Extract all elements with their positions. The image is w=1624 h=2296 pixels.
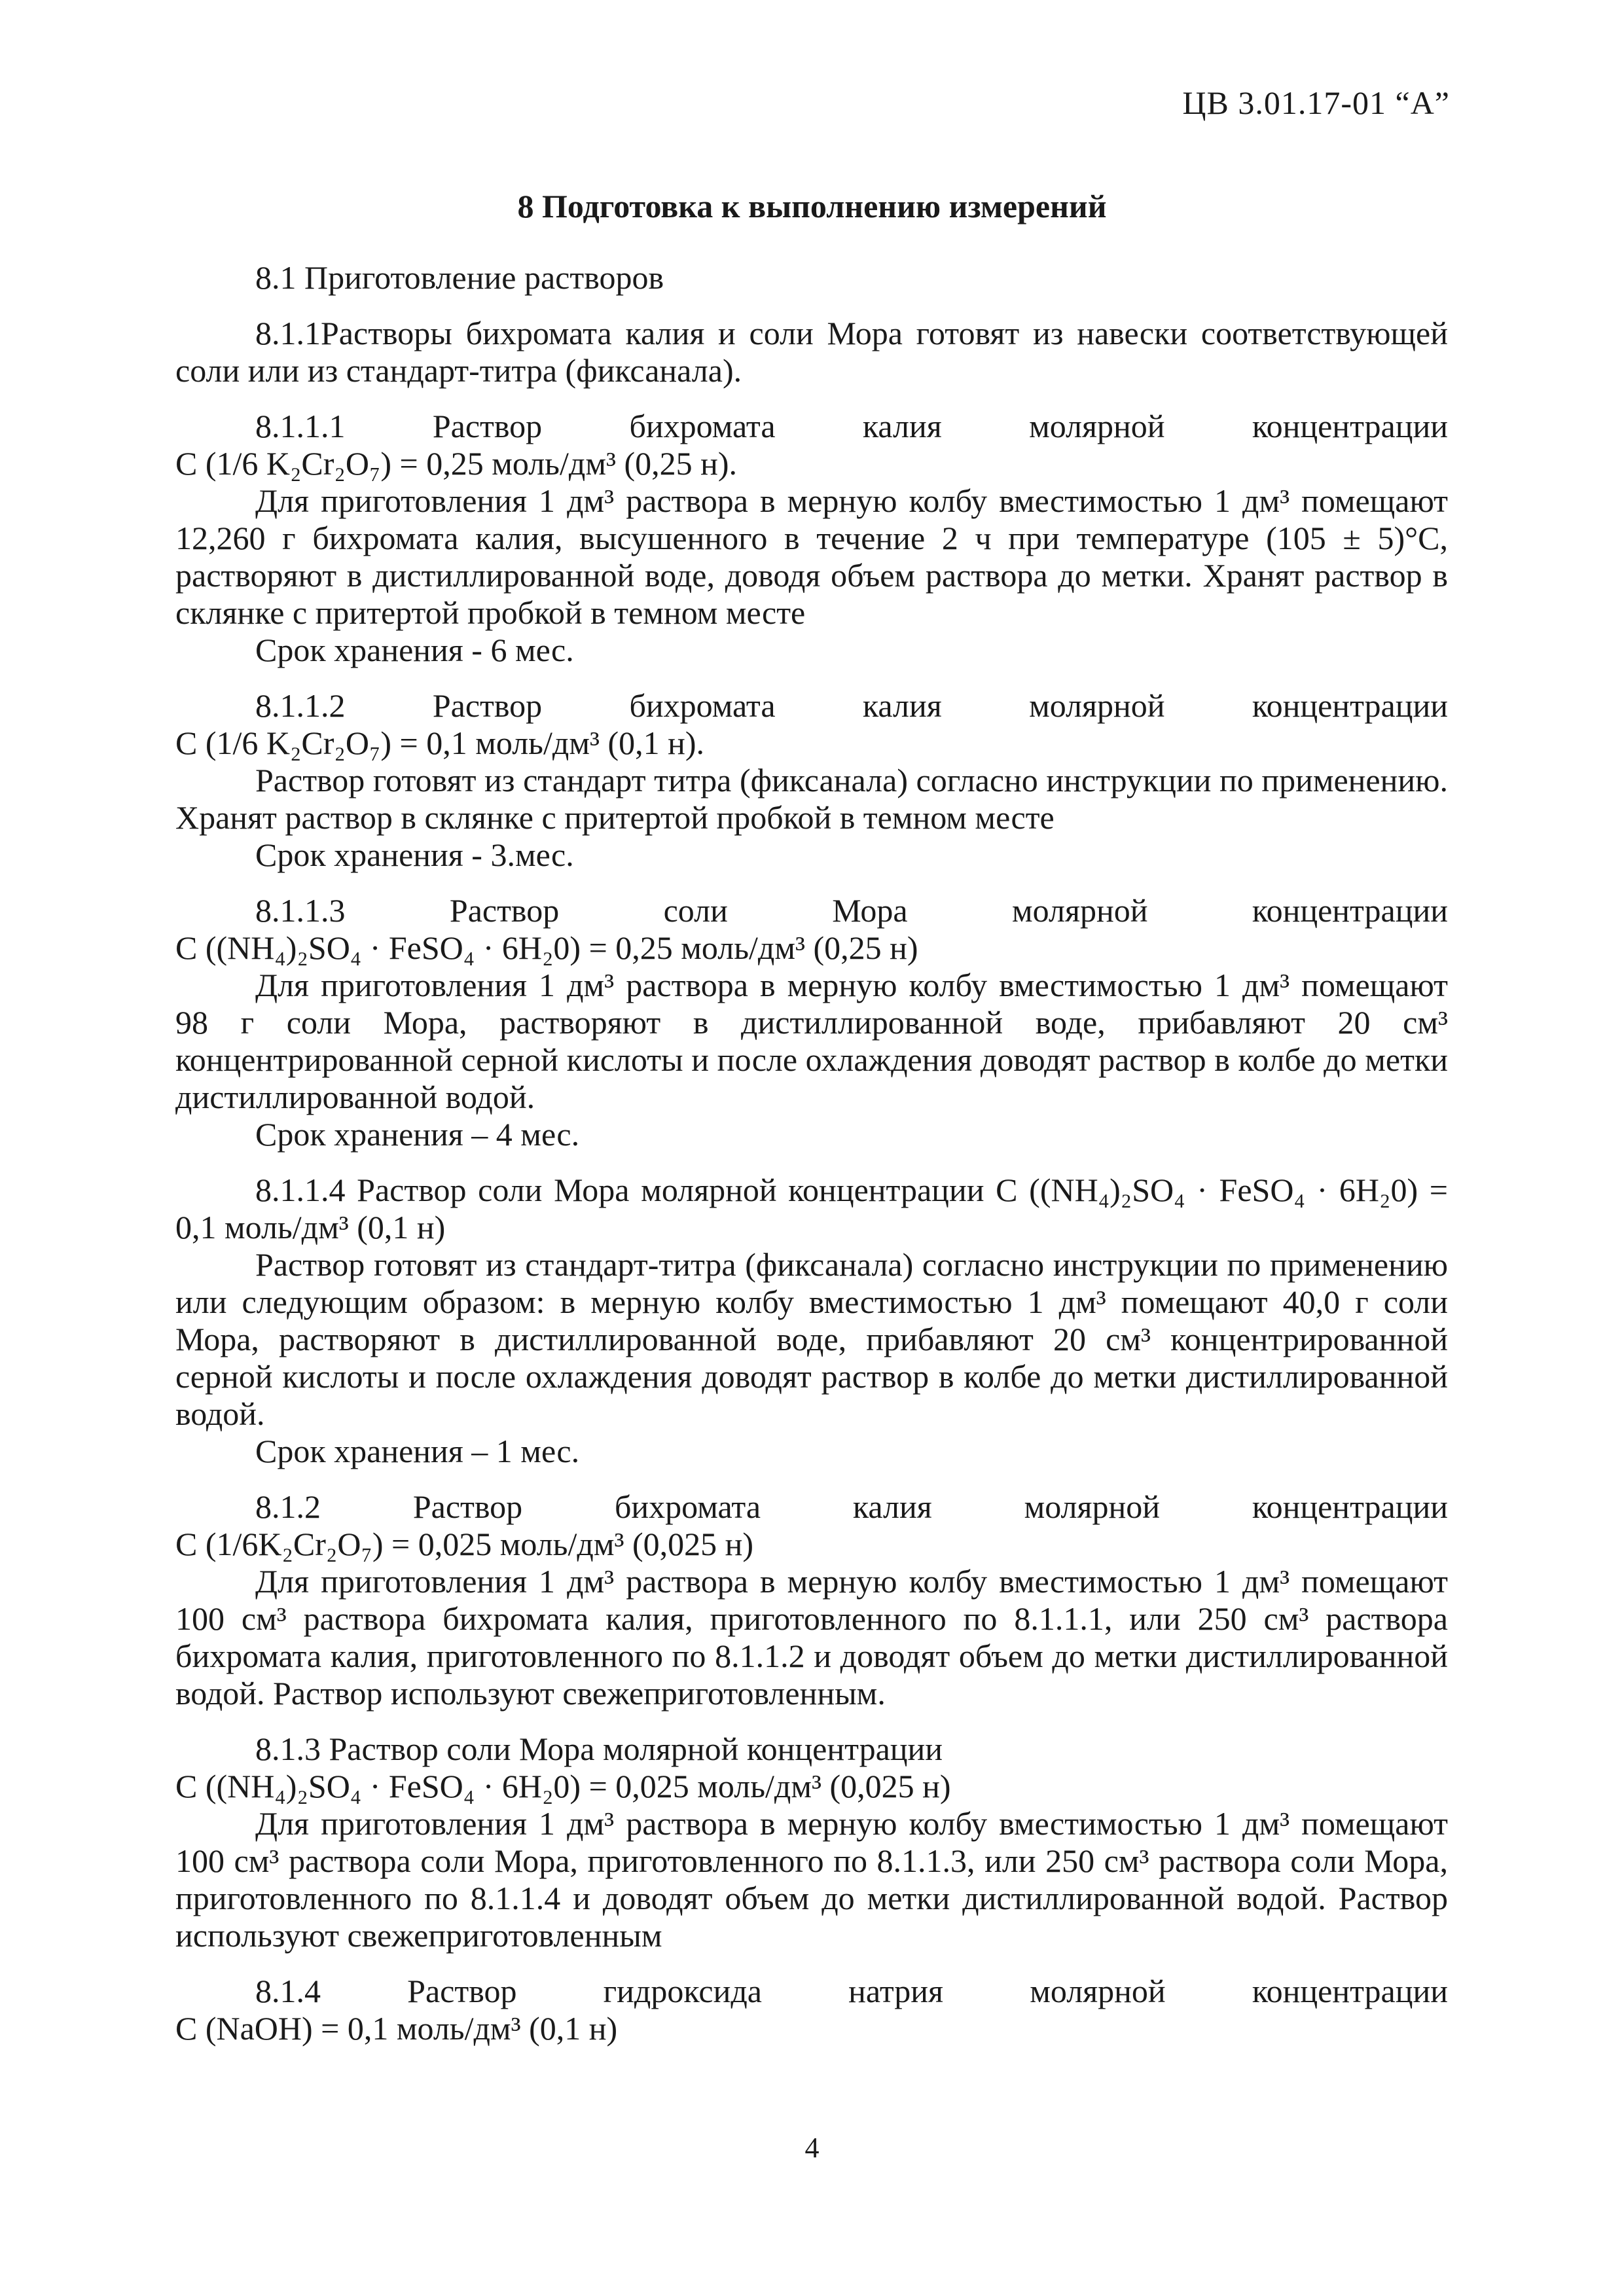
formula: C ((NH₄)₂SO₄ · FeSO₄ · 6H₂0) = 0,25 моль/дм³ (0,25 н) — [175, 929, 918, 966]
item-heading: 8.1.1.2 Раствор бихромата калия молярной концентрации — [255, 687, 1448, 724]
item-heading: 8.1.1.3 Раствор соли Мора молярной концентрации — [255, 892, 1448, 929]
item-heading: 8.1.1.4 Раствор соли Мора молярной концентрации C ((NH₄)₂SO₄ · FeSO₄ · 6H₂0) = 0,1 моль/дм³ (0,1 н) — [175, 1172, 1448, 1246]
paragraph: Раствор готовят из стандарт титра (фиксанала) согласно инструкции по применению. Хранят раствор в склянке с притертой пробкой в темном месте — [175, 762, 1448, 836]
storage-note: Срок хранения - 3.мес. — [255, 836, 574, 873]
formula: C ((NH₄)₂SO₄ · FeSO₄ · 6H₂0) = 0,025 моль/дм³ (0,025 н) — [175, 1768, 951, 1804]
formula: C (NaOH) = 0,1 моль/дм³ (0,1 н) — [175, 2010, 618, 2047]
formula: C (1/6 K₂Cr₂O₇) = 0,1 моль/дм³ (0,1 н). — [175, 725, 705, 761]
page-number: 4 — [804, 2132, 820, 2164]
storage-note: Срок хранения – 4 мес. — [255, 1116, 580, 1153]
paragraph: Для приготовления 1 дм³ раствора в мерную колбу вместимостью 1 дм³ помещают 100 см³ раствора соли Мора, приготовленного по 8.1.1.3, или 250 см³ раствора соли Мора, приготовленного по 8.1.1.4 и доводят объем до метки дистиллированной водой. Раствор используют свежеприготовленным — [175, 1805, 1448, 1954]
section-title: 8 Подготовка к выполнению измерений — [517, 188, 1107, 224]
paragraph: Для приготовления 1 дм³ раствора в мерную колбу вместимостью 1 дм³ помещают 100 см³ раствора бихромата калия, приготовленного по 8.1.1.1, или 250 см³ раствора бихромата калия, приготовленного по 8.1.1.2 и доводят объем до метки дистиллированной водой. Раствор используют свежеприготовленным. — [175, 1563, 1448, 1712]
formula: C (1/6K₂Cr₂O₇) = 0,025 моль/дм³ (0,025 н) — [175, 1526, 754, 1562]
paragraph: Для приготовления 1 дм³ раствора в мерную колбу вместимостью 1 дм³ помещают 98 г соли Мора, растворяют в дистиллированной воде, прибавляют 20 см³ концентрированной серной кислоты и после охлаждения доводят раствор в колбе до метки дистиллированной водой. — [175, 967, 1448, 1115]
storage-note: Срок хранения – 1 мес. — [255, 1433, 580, 1469]
item-heading: 8.1.2 Раствор бихромата калия молярной концентрации — [255, 1488, 1448, 1525]
paragraph: Для приготовления 1 дм³ раствора в мерную колбу вместимостью 1 дм³ помещают 12,260 г бихромата калия, высушенного в течение 2 ч при температуре (105 ± 5)°С, растворяют в дистиллированной воде, доводя объем раствора до метки. Хранят раствор в склянке с притертой пробкой в темном месте — [175, 482, 1448, 631]
item-heading: 8.1.1.1 Раствор бихромата калия молярной концентрации — [255, 408, 1448, 444]
formula: C (1/6 K₂Cr₂O₇) = 0,25 моль/дм³ (0,25 н). — [175, 445, 738, 482]
item-heading: 8.1.4 Раствор гидроксида натрия молярной концентрации — [255, 1973, 1448, 2009]
document-code: ЦВ 3.01.17-01 “А” — [1182, 84, 1450, 121]
paragraph: 8.1.1Растворы бихромата калия и соли Мора готовят из навески соответствующей соли или из стандарт-титра (фиксанала). — [175, 315, 1448, 389]
item-heading: 8.1.3 Раствор соли Мора молярной концентрации — [255, 1731, 943, 1767]
document-body — [175, 259, 1448, 2047]
storage-note: Срок хранения - 6 мес. — [255, 632, 574, 668]
paragraph: Раствор готовят из стандарт-титра (фиксанала) согласно инструкции по применению или следующим образом: в мерную колбу вместимостью 1 дм³ помещают 40,0 г соли Мора, растворяют в дистиллированной воде, прибавляют 20 см³ концентрированной серной кислоты и после охлаждения доводят раствор в колбе до метки дистиллированной водой. — [175, 1246, 1448, 1432]
subsection-heading: 8.1 Приготовление растворов — [255, 259, 664, 296]
